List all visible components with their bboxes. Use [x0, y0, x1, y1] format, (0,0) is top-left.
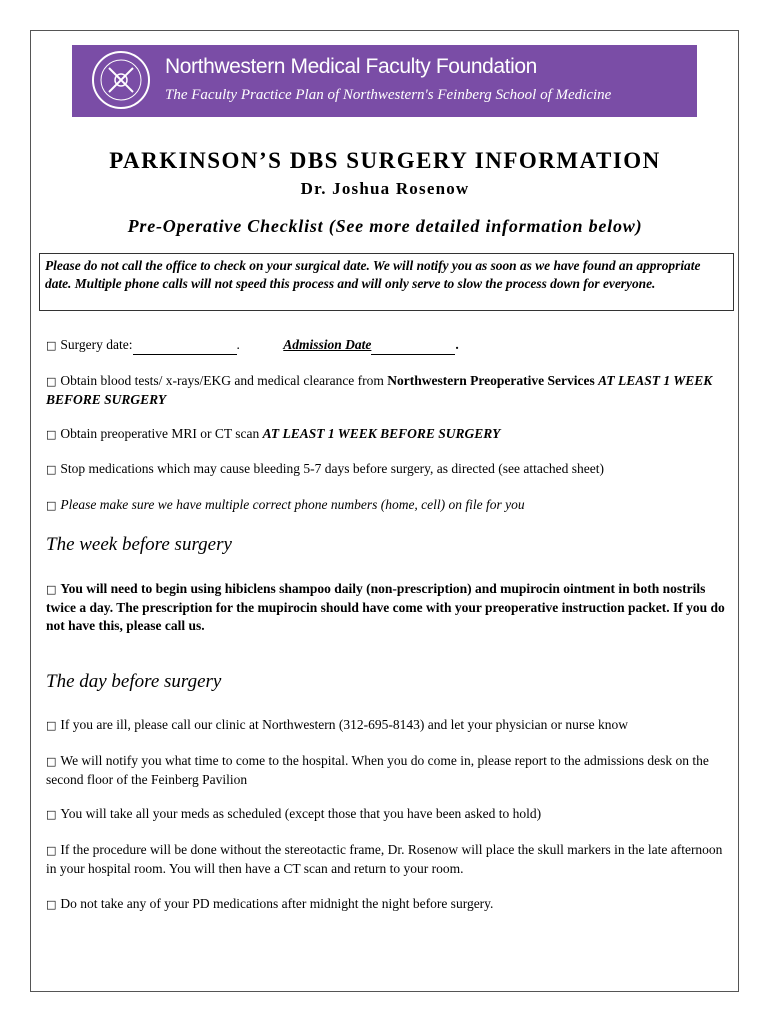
day-before-item [46, 716, 726, 735]
admission-date-label: Admission Date [283, 337, 372, 352]
day-before-text: We will notify you what time to come to the hospital. When you do come in, please report to the admissions desk on the second floor of the Feinberg Pavilion [46, 753, 709, 787]
checkbox-icon[interactable]: □ [46, 898, 57, 911]
checkbox-icon[interactable]: □ [46, 463, 57, 476]
day-before-text: If you are ill, please call our clinic at Northwestern (312-695-8143) and let your physician or nurse know [60, 717, 628, 732]
checkbox-icon[interactable]: □ [46, 755, 57, 768]
checkbox-icon[interactable]: □ [46, 375, 57, 388]
surgery-date-item: □ Surgery date: . Admission Date . [46, 336, 726, 355]
day-before-text: Do not take any of your PD medications after midnight the night before surgery. [60, 896, 494, 911]
checkbox-icon[interactable]: □ [46, 808, 57, 821]
surgery-date-label: Surgery date: [60, 337, 133, 352]
day-before-item [46, 805, 726, 824]
foundation-seal-logo [92, 51, 150, 109]
day-before-heading: The day before surgery [46, 671, 222, 692]
mri-item [46, 425, 726, 444]
page-title: PARKINSON’S DBS SURGERY INFORMATION [109, 148, 661, 173]
notice-box: Please do not call the office to check on your surgical date. We will notify you as soon as we have found an appropriate date. Multiple phone calls will not speed this process and will only serve to slow the process down for everyone. [39, 253, 734, 311]
doctor-name: Dr. Joshua Rosenow [300, 179, 470, 198]
day-before-item [46, 752, 726, 789]
checkbox-icon[interactable]: □ [46, 844, 57, 857]
mri-text: Obtain preoperative MRI or CT scan [60, 426, 263, 441]
org-name: Northwestern Medical Faculty Foundation [165, 55, 537, 78]
day-before-text: If the procedure will be done without the stereotactic frame, Dr. Rosenow will place the skull markers in the late afternoon in your hospital room. You will then have a CT scan and return to your room. [46, 842, 723, 876]
day-before-item [46, 841, 726, 878]
checkbox-icon[interactable]: □ [46, 339, 57, 352]
mri-deadline-text: AT LEAST 1 WEEK BEFORE SURGERY [262, 426, 501, 441]
week-before-text: You will need to begin using hibiclens shampoo daily (non-prescription) and mupirocin ointment in both nostrils twice a day. The prescription for the mupirocin should have come with your preoperative instruction packet. If you do not have this, please call us. [46, 581, 725, 633]
preop-services-text: Northwestern Preoperative Services [387, 373, 595, 388]
blood-tests-item [46, 372, 726, 409]
checkbox-icon[interactable]: □ [46, 719, 57, 732]
phone-numbers-text: Please make sure we have multiple correct phone numbers (home, cell) on file for you [60, 497, 525, 512]
stop-meds-text: Stop medications which may cause bleeding 5-7 days before surgery, as directed (see attached sheet) [60, 461, 604, 476]
checkbox-icon[interactable]: □ [46, 583, 57, 596]
checkbox-icon[interactable]: □ [46, 499, 57, 512]
checklist-subtitle: Pre-Operative Checklist (See more detailed information below) [127, 216, 643, 236]
stop-meds-item [46, 460, 726, 479]
surgery-date-blank[interactable] [133, 340, 237, 355]
week-before-heading: The week before surgery [46, 534, 232, 555]
day-before-text: You will take all your meds as scheduled (except those that you have been asked to hold) [60, 806, 542, 821]
org-tagline: The Faculty Practice Plan of Northwestern's Feinberg School of Medicine [165, 87, 612, 103]
deadline-text: AT LEAST 1 WEEK BEFORE SURGERY [46, 373, 713, 407]
blood-tests-text: Obtain blood tests/ x-rays/EKG and medical clearance from [60, 373, 388, 388]
checkbox-icon[interactable]: □ [46, 428, 57, 441]
week-before-item [46, 580, 726, 635]
phone-numbers-item [46, 496, 726, 515]
header-banner [72, 45, 697, 117]
admission-date-blank[interactable] [371, 340, 455, 355]
day-before-item [46, 895, 726, 914]
